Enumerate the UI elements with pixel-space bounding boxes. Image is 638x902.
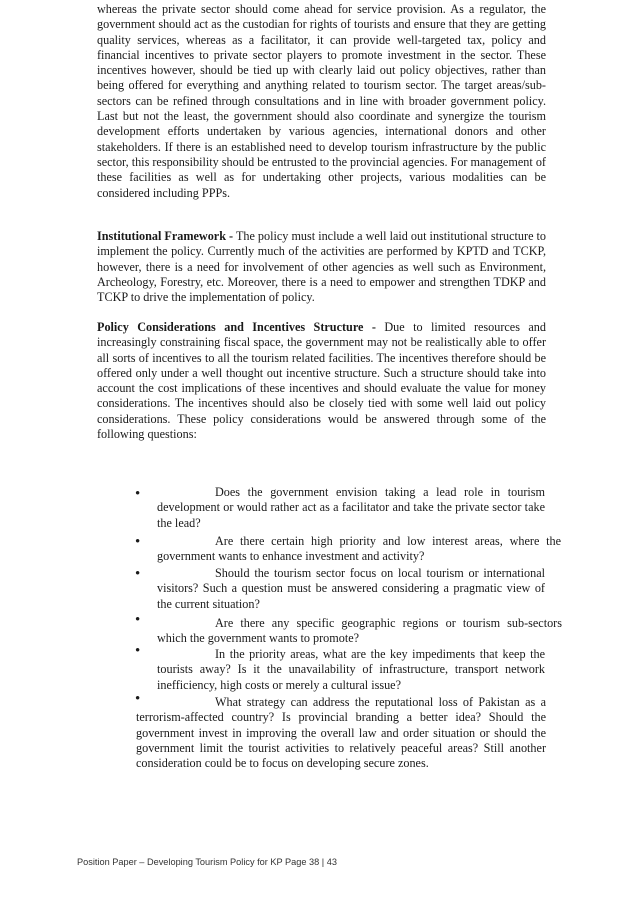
bullet-icon: • — [135, 534, 141, 550]
paragraph-institutional-framework — [97, 229, 546, 305]
list-item — [157, 566, 545, 612]
page-footer: Position Paper – Developing Tourism Policy for KP Page 38 | 43 — [77, 857, 337, 867]
bullet-icon: • — [135, 566, 141, 582]
paragraph-text: The policy must include a well laid out institutional structure to implement the policy. Currently much of the activities are performed by KPTD and TCKP, however, there is a need for involvement of other agencies as well such as Environment, Archeology, Forestry, etc. Moreover, there is a need to empower and strengthen TDKP and TCKP to drive the implementation of policy. — [97, 229, 547, 305]
list-item-text: Should the tourism sector focus on local tourism or international visitors? Such a question must be answered considering a pragmatic view of the current situation? — [157, 566, 545, 611]
list-item — [136, 695, 546, 771]
heading-institutional-framework: Institutional Framework - — [97, 229, 234, 243]
bullet-icon: • — [135, 612, 141, 628]
heading-policy-considerations: Policy Considerations and Incentives Structure - — [97, 320, 376, 334]
list-item-text: What strategy can address the reputational loss of Pakistan as a terrorism-affected country? Is provincial branding a better idea? Should the government invest in improving the overall law and order situation or should the government limit the tourist activities to relatively peaceful areas? Still another consideration could be to focus on developing secure zones. — [136, 695, 546, 771]
list-item — [157, 534, 561, 565]
list-item — [157, 485, 545, 531]
paragraph-policy-considerations — [97, 320, 546, 442]
bullet-icon: • — [135, 691, 141, 707]
list-item — [157, 647, 545, 693]
list-item-text: Are there certain high priority and low interest areas, where the government wants to enhance investment and activity? — [157, 534, 561, 564]
list-item-text: Does the government envision taking a lead role in tourism development or would rather act as a facilitator and take the private sector take the lead? — [157, 485, 545, 530]
paragraph-roles: whereas the private sector should come ahead for service provision. As a regulator, the government should act as the custodian for rights of tourists and ensure that they are getting quality services, whereas as a facilitator, it can provide well-targeted tax, policy and financial incentives to private sector players to promote investment in the sector. These incentives however, should be tied up with clearly laid out policy objectives, rather than being offered for everything and anything related to tourism sector. The target areas/sub-sectors can be refined through consultations and in line with broader government policy. Last but not the least, the government should also coordinate and synergize the tourism development efforts undertaken by various agencies, international donors and other stakeholders. If there is an established need to develop tourism infrastructure by the public sector, this responsibility should be entrusted to the provincial agencies. For management of these facilities as well as for undertaking other projects, various modalities can be considered including PPPs. — [97, 2, 546, 200]
list-item-text: In the priority areas, what are the key impediments that keep the tourists away? Is it the unavailability of infrastructure, transport network inefficiency, high costs or merely a cultural issue? — [157, 647, 545, 692]
list-item-text: Are there any specific geographic regions or tourism sub-sectors which the government wants to promote? — [157, 616, 562, 646]
paragraph-text: Due to limited resources and increasingly constraining fiscal space, the government may not be realistically able to offer all sorts of incentives to all the tourism related facilities. The incentives therefore should be offered only under a well thought out incentive structure. Such a structure should take into account the cost implications of these incentives and should evaluate the value for money considerations. The incentives should also be closely tied with some well laid out policy considerations. These policy considerations would be answered through some of the following questions: — [97, 320, 546, 442]
list-item — [157, 616, 562, 647]
bullet-icon: • — [135, 486, 141, 502]
bullet-icon: • — [135, 643, 141, 659]
